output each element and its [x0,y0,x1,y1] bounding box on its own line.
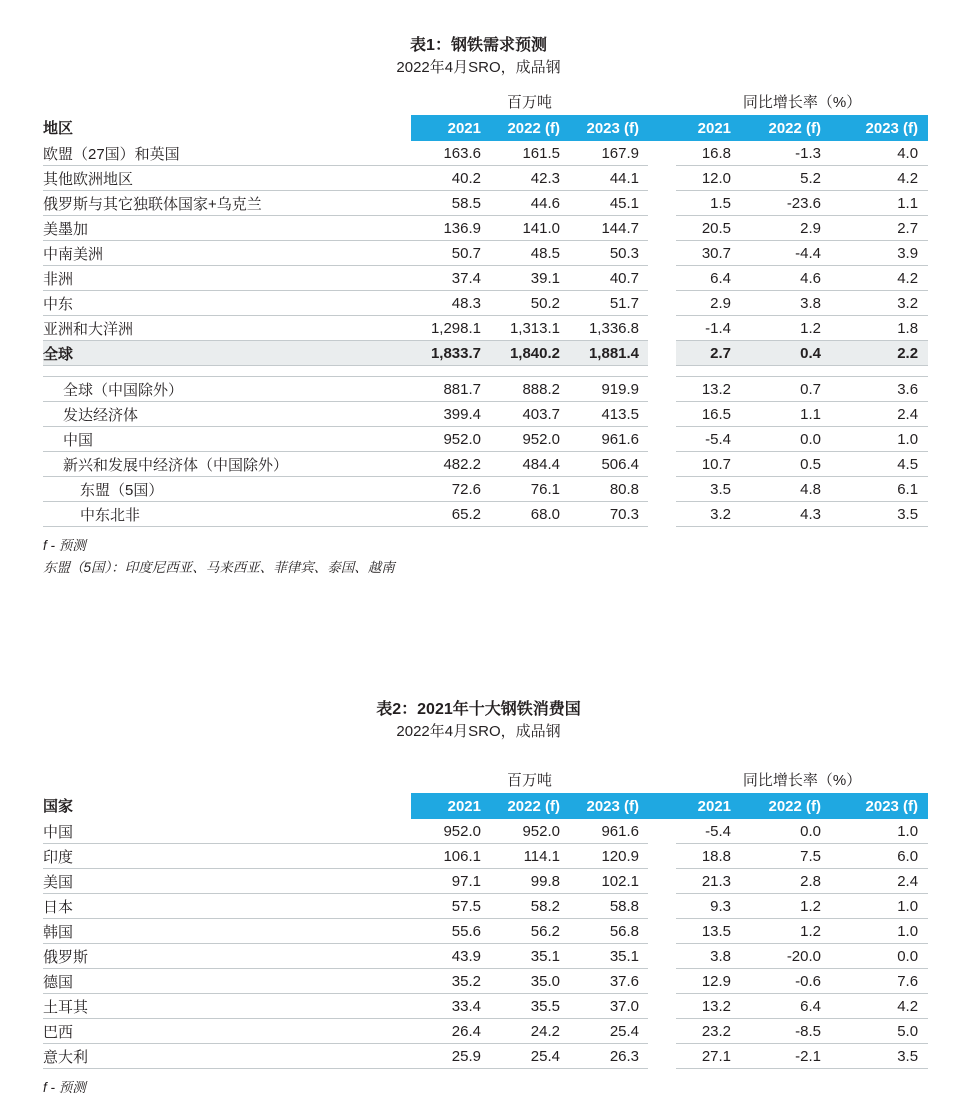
value-cell: 161.5 [481,141,560,166]
row-label: 德国 [43,969,411,994]
row-label: 意大利 [43,1044,411,1069]
value-cell: 26.4 [411,1019,481,1044]
value-cell: 3.6 [821,377,928,402]
value-cell: 40.2 [411,166,481,191]
value-cell: 56.8 [560,919,648,944]
value-cell: 2.2 [821,341,928,366]
value-cell: 0.0 [821,944,928,969]
table-row [43,844,928,869]
group-gap [648,869,676,894]
year-column-header: 2021 [676,793,731,819]
column-header-row [43,115,928,141]
value-cell: 120.9 [560,844,648,869]
group-gap [648,366,676,377]
unit-label-million-tonnes: 百万吨 [507,94,553,111]
row-label: 全球 [43,341,411,366]
value-cell: 25.4 [560,1019,648,1044]
value-cell: 3.9 [821,241,928,266]
value-cell: 6.4 [676,266,731,291]
row-label: 美国 [43,869,411,894]
value-cell: 2.9 [731,216,821,241]
value-cell: 141.0 [481,216,560,241]
value-cell: 919.9 [560,377,648,402]
value-cell: 76.1 [481,477,560,502]
value-cell: 1,298.1 [411,316,481,341]
value-cell: 106.1 [411,844,481,869]
table-cell [481,366,560,377]
value-cell: 58.2 [481,894,560,919]
value-cell: 1.5 [676,191,731,216]
table-cell [43,366,411,377]
value-cell: 1.0 [821,427,928,452]
row-label: 发达经济体 [43,402,411,427]
value-cell: 1,336.8 [560,316,648,341]
value-cell: 163.6 [411,141,481,166]
group-gap [648,241,676,266]
group-gap [648,1044,676,1069]
value-cell: 2.4 [821,402,928,427]
group-gap [648,844,676,869]
table-row [43,477,928,502]
value-cell: 7.5 [731,844,821,869]
value-cell: 80.8 [560,477,648,502]
value-cell: 10.7 [676,452,731,477]
value-cell: 51.7 [560,291,648,316]
group-gap [648,91,676,115]
table-row [43,994,928,1019]
value-cell: 1.1 [731,402,821,427]
value-cell: -5.4 [676,427,731,452]
group-gap [648,316,676,341]
value-cell: 5.0 [821,1019,928,1044]
value-cell: -5.4 [676,819,731,844]
value-cell: 58.8 [560,894,648,919]
value-cell: 952.0 [481,427,560,452]
row-label: 韩国 [43,919,411,944]
year-column-header: 2022 (f) [481,115,560,141]
group-gap [648,402,676,427]
value-cell: 0.0 [731,819,821,844]
table1-subtitle: 2022年4月SRO，成品钢 [396,59,561,76]
value-cell: 44.1 [560,166,648,191]
unit-label-yoy-growth: 同比增长率（%） [742,94,862,111]
value-cell: 21.3 [676,869,731,894]
row-label: 全球（中国除外） [43,377,411,402]
table-row [43,969,928,994]
group-gap [648,969,676,994]
value-cell: 35.0 [481,969,560,994]
value-cell: 102.1 [560,869,648,894]
steel-demand-forecast-table [43,91,928,527]
value-cell: 167.9 [560,141,648,166]
table-row [43,216,928,241]
value-cell: 13.2 [676,377,731,402]
value-cell: 37.6 [560,969,648,994]
table2-title: 表2：2021年十大钢铁消费国 [376,701,581,718]
value-cell: 1.0 [821,919,928,944]
value-cell: 2.7 [821,216,928,241]
table1-footnotes [43,536,957,579]
footnote: 东盟（5国）：印度尼西亚、马来西亚、菲律宾、泰国、越南 [43,559,395,575]
column-header-row [43,793,928,819]
value-cell: -8.5 [731,1019,821,1044]
value-cell: 1,313.1 [481,316,560,341]
group-gap [648,919,676,944]
value-cell: 1,840.2 [481,341,560,366]
row-label: 土耳其 [43,994,411,1019]
value-cell: 43.9 [411,944,481,969]
row-label: 中东北非 [43,502,411,527]
group-gap [648,341,676,366]
table-cell [676,366,731,377]
value-cell: 136.9 [411,216,481,241]
table-cell [821,366,928,377]
year-column-header: 2023 (f) [560,115,648,141]
row-label: 美墨加 [43,216,411,241]
value-cell: 12.9 [676,969,731,994]
footnote: f - 预测 [43,538,86,553]
row-label: 新兴和发展中经济体（中国除外） [43,452,411,477]
year-column-header: 2023 (f) [821,115,928,141]
value-cell: 888.2 [481,377,560,402]
year-column-header: 2022 (f) [731,793,821,819]
top-consumers-section [0,700,957,1099]
value-cell: 0.7 [731,377,821,402]
table-row [43,452,928,477]
top-consumers-table [43,769,928,1069]
value-cell: 2.8 [731,869,821,894]
value-cell: -0.6 [731,969,821,994]
value-cell: 1.0 [821,819,928,844]
group-gap [648,819,676,844]
table-cell [560,366,648,377]
value-cell: -4.4 [731,241,821,266]
group-gap [648,452,676,477]
value-cell: 506.4 [560,452,648,477]
table-row [43,266,928,291]
table-row [43,316,928,341]
value-cell: 1.8 [821,316,928,341]
group-gap [648,769,676,793]
value-cell: 952.0 [411,819,481,844]
year-column-header: 2021 [676,115,731,141]
table-row [43,1019,928,1044]
value-cell: 45.1 [560,191,648,216]
value-cell: -1.4 [676,316,731,341]
value-cell: 4.2 [821,266,928,291]
table-row [43,141,928,166]
row-label: 日本 [43,894,411,919]
year-column-header: 2023 (f) [560,793,648,819]
value-cell: 0.0 [731,427,821,452]
value-cell: 961.6 [560,427,648,452]
value-cell: 26.3 [560,1044,648,1069]
value-cell: 6.0 [821,844,928,869]
group-gap [648,291,676,316]
year-column-header: 2023 (f) [821,793,928,819]
value-cell: 7.6 [821,969,928,994]
value-cell: 1.0 [821,894,928,919]
value-cell: 70.3 [560,502,648,527]
group-gap [648,1019,676,1044]
unit-label-yoy-growth: 同比增长率（%） [742,772,862,789]
table-cell [731,366,821,377]
spacer-row [43,366,928,377]
value-cell: 484.4 [481,452,560,477]
value-cell: 27.1 [676,1044,731,1069]
value-cell: 1,833.7 [411,341,481,366]
group-gap [648,166,676,191]
table-row [43,919,928,944]
value-cell: 42.3 [481,166,560,191]
value-cell: 5.2 [731,166,821,191]
value-cell: 952.0 [481,819,560,844]
value-cell: 50.2 [481,291,560,316]
value-cell: 50.7 [411,241,481,266]
footnote: f - 预测 [43,1080,86,1095]
value-cell: 3.2 [821,291,928,316]
table-row [43,427,928,452]
row-label: 巴西 [43,1019,411,1044]
value-cell: 37.4 [411,266,481,291]
value-cell: 33.4 [411,994,481,1019]
value-cell: 114.1 [481,844,560,869]
group-gap [648,216,676,241]
value-cell: 9.3 [676,894,731,919]
value-cell: 55.6 [411,919,481,944]
value-cell: 97.1 [411,869,481,894]
value-cell: 48.5 [481,241,560,266]
year-column-header: 2021 [411,793,481,819]
value-cell: 72.6 [411,477,481,502]
row-label: 非洲 [43,266,411,291]
table-row [43,291,928,316]
table-row [43,944,928,969]
value-cell: 20.5 [676,216,731,241]
year-column-header: 2022 (f) [481,793,560,819]
value-cell: 144.7 [560,216,648,241]
row-dimension-header: 国家 [43,793,411,819]
value-cell: 3.5 [821,1044,928,1069]
value-cell: 68.0 [481,502,560,527]
value-cell: 1.2 [731,316,821,341]
table-row [43,819,928,844]
value-cell: 4.2 [821,994,928,1019]
value-cell: 1.1 [821,191,928,216]
group-gap [648,502,676,527]
value-cell: 961.6 [560,819,648,844]
value-cell: 65.2 [411,502,481,527]
year-column-header: 2022 (f) [731,115,821,141]
group-gap [648,427,676,452]
value-cell: 2.9 [676,291,731,316]
group-gap [648,477,676,502]
table2-footnotes [43,1078,957,1099]
value-cell: 4.8 [731,477,821,502]
value-cell: 482.2 [411,452,481,477]
value-cell: -20.0 [731,944,821,969]
value-cell: -2.1 [731,1044,821,1069]
value-cell: 1.2 [731,919,821,944]
unit-label-million-tonnes: 百万吨 [507,772,553,789]
value-cell: 403.7 [481,402,560,427]
corner-cell [43,91,411,115]
value-cell: 399.4 [411,402,481,427]
value-cell: 3.8 [676,944,731,969]
unit-row [43,91,928,115]
value-cell: 952.0 [411,427,481,452]
value-cell: 25.4 [481,1044,560,1069]
value-cell: 0.5 [731,452,821,477]
value-cell: 35.5 [481,994,560,1019]
table-row [43,191,928,216]
table-row [43,502,928,527]
value-cell: 39.1 [481,266,560,291]
table-row [43,241,928,266]
value-cell: 57.5 [411,894,481,919]
value-cell: 13.5 [676,919,731,944]
table-row [43,166,928,191]
value-cell: 30.7 [676,241,731,266]
value-cell: 16.5 [676,402,731,427]
group-gap [648,266,676,291]
unit-row [43,769,928,793]
value-cell: 16.8 [676,141,731,166]
group-gap [648,377,676,402]
row-label: 欧盟（27国）和英国 [43,141,411,166]
value-cell: 99.8 [481,869,560,894]
table2-subtitle: 2022年4月SRO，成品钢 [396,723,561,740]
group-gap [648,115,676,141]
table-cell [411,366,481,377]
value-cell: 4.6 [731,266,821,291]
row-label: 东盟（5国） [43,477,411,502]
value-cell: 6.4 [731,994,821,1019]
value-cell: 1.2 [731,894,821,919]
row-label: 俄罗斯与其它独联体国家+乌克兰 [43,191,411,216]
table-row [43,341,928,366]
value-cell: 35.1 [560,944,648,969]
row-label: 中东 [43,291,411,316]
value-cell: 40.7 [560,266,648,291]
group-gap [648,793,676,819]
row-label: 中国 [43,819,411,844]
value-cell: 2.4 [821,869,928,894]
row-label: 印度 [43,844,411,869]
value-cell: -1.3 [731,141,821,166]
value-cell: 23.2 [676,1019,731,1044]
group-gap [648,191,676,216]
row-label: 俄罗斯 [43,944,411,969]
value-cell: 881.7 [411,377,481,402]
row-label: 其他欧洲地区 [43,166,411,191]
value-cell: 35.2 [411,969,481,994]
value-cell: 4.0 [821,141,928,166]
value-cell: 3.5 [676,477,731,502]
table-row [43,869,928,894]
row-label: 中国 [43,427,411,452]
corner-cell [43,769,411,793]
table-row [43,377,928,402]
value-cell: -23.6 [731,191,821,216]
value-cell: 58.5 [411,191,481,216]
value-cell: 18.8 [676,844,731,869]
table1-title: 表1：钢铁需求预测 [410,37,547,54]
table-row [43,894,928,919]
year-column-header: 2021 [411,115,481,141]
value-cell: 4.2 [821,166,928,191]
value-cell: 12.0 [676,166,731,191]
row-label: 中南美洲 [43,241,411,266]
value-cell: 50.3 [560,241,648,266]
group-gap [648,994,676,1019]
steel-demand-forecast-section [0,36,957,579]
group-gap [648,141,676,166]
value-cell: 25.9 [411,1044,481,1069]
value-cell: 0.4 [731,341,821,366]
value-cell: 56.2 [481,919,560,944]
value-cell: 413.5 [560,402,648,427]
group-gap [648,894,676,919]
value-cell: 6.1 [821,477,928,502]
value-cell: 3.8 [731,291,821,316]
row-dimension-header: 地区 [43,115,411,141]
value-cell: 24.2 [481,1019,560,1044]
value-cell: 13.2 [676,994,731,1019]
value-cell: 4.5 [821,452,928,477]
value-cell: 3.5 [821,502,928,527]
value-cell: 44.6 [481,191,560,216]
value-cell: 1,881.4 [560,341,648,366]
table-row [43,1044,928,1069]
value-cell: 4.3 [731,502,821,527]
value-cell: 35.1 [481,944,560,969]
value-cell: 2.7 [676,341,731,366]
value-cell: 3.2 [676,502,731,527]
value-cell: 48.3 [411,291,481,316]
row-label: 亚洲和大洋洲 [43,316,411,341]
table-row [43,402,928,427]
group-gap [648,944,676,969]
value-cell: 37.0 [560,994,648,1019]
